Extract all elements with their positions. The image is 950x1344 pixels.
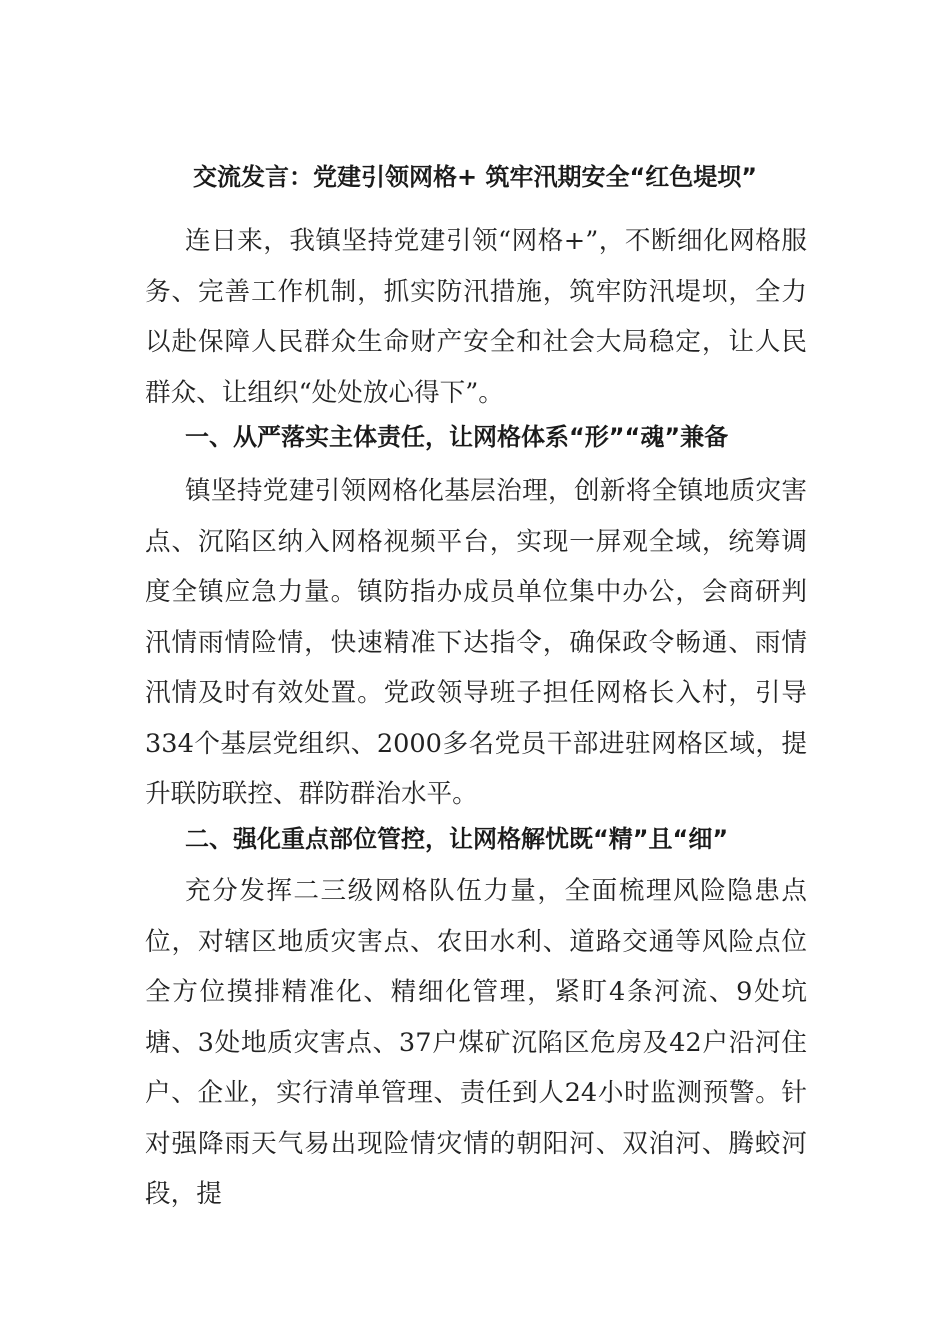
section-2-paragraph: 充分发挥二三级网格队伍力量，全面梳理风险隐患点位，对辖区地质灾害点、农田水利、道路交通等风险点位全方位摸排精准化、精细化管理，紧盯4条河流、9处坑塘、3处地质灾害点、37户煤矿沉陷区危房及42户沿河住户、企业，实行清单管理、责任到人24小时监测预警。针对强降雨天气易出现险情灾情的朝阳河、双洎河、腾蛟河段，提 — [145, 876, 807, 1209]
intro-paragraph: 连日来，我镇坚持党建引领“网格+”，不断细化网格服务、完善工作机制，抓实防汛措施，筑牢防汛堤坝，全力以赴保障人民群众生命财产安全和社会大局稳定，让人民群众、让组织“处处放心得下”。 — [145, 226, 807, 408]
document-title: 交流发言：党建引领网格+ 筑牢汛期安全“红色堤坝” — [192, 163, 757, 191]
section-1-paragraph: 镇坚持党建引领网格化基层治理，创新将全镇地质灾害点、沉陷区纳入网格视频平台，实现一屏观全域，统筹调度全镇应急力量。镇防指办成员单位集中办公，会商研判汛情雨情险情，快速精准下达指令，确保政令畅通、雨情汛情及时有效处置。党政领导班子担任网格长入村，引导334个基层党组织、2000多名党员干部进驻网格区域，提升联防联控、群防群治水平。 — [145, 476, 807, 809]
section-2-heading: 二、强化重点部位管控，让网格解忧既“精”且“细” — [185, 825, 729, 853]
section-1-heading: 一、从严落实主体责任，让网格体系“形”“魂”兼备 — [185, 423, 729, 451]
